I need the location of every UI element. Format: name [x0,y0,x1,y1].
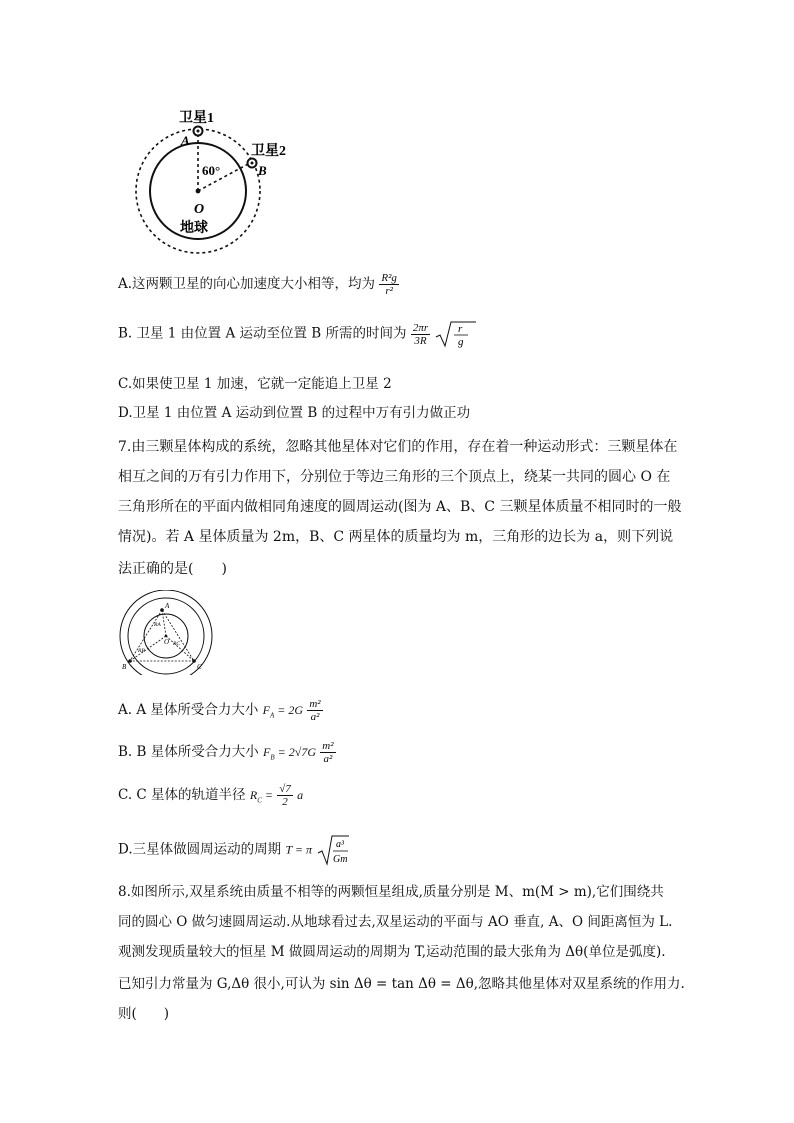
star-c [192,659,196,663]
label-c: C [197,663,202,671]
q6-b-formula: $\frac{2\pi r}{3R}$ [412,321,429,347]
satellite-figure [130,105,300,260]
q7-option-b: B. B 星体所受合力大小 $F_B = 2√7G$ $\frac{\text{m²}}{\text{a²}}$ [118,740,334,765]
q6-a-formula: $\frac{\text{R²g}}{\text{r²}}$ [381,272,397,297]
sat2-label: 卫星2 [251,144,286,159]
label-ra: RA [154,622,161,628]
q7-option-a: A. A 星体所受合力大小 $F_A = 2G$ $\frac{\text{m²}}{\text{a²}}$ [118,698,321,723]
center-o [165,635,168,638]
label-o: O [164,638,170,646]
svg-text:a³: a³ [336,839,345,850]
q6-option-d: D.卫星 1 由位置 A 运动到位置 B 的过程中万有引力做正功 [118,405,471,421]
q6-option-b: B. 卫星 1 由位置 A 运动至位置 B 所需的时间为 $\frac{2\pi r}{3R}$ r g [118,320,478,348]
point-A-label: A [181,133,190,148]
satellite-2-icon [248,159,257,168]
center-label: O [194,202,205,217]
q7-option-c: C. C 星体的轨道半径 $R_C$ = $\frac{√7}{2}$ a [118,783,304,808]
q7-line-1: 7.由三颗星体构成的系统，忽略其他星体对它们的作用，存在着一种运动形式：三颗星体在 [118,439,678,455]
q7-d-sqrt [316,834,350,866]
q7-option-d: D.三星体做圆周运动的周期 T = π a³ Gm [118,834,350,866]
q7-a-formula: $\frac{\text{m²}}{\text{a²}}$ [309,698,321,723]
sat1-label: 卫星1 [179,111,214,126]
q8-line-3: 观测发现质量较大的恒星 M 做圆周运动的周期为 T,运动范围的最大张角为 Δθ(单位是弧度). [118,944,666,960]
earth-label: 地球 [180,221,208,236]
q7-line-4: 情况)。若 A 星体质量为 2m，B、C 两星体的质量均为 m，三角形的边长为 a，则下列说 [118,529,674,545]
q7-c-formula: $\frac{√7}{2}$ [279,783,291,808]
svg-text:r: r [458,323,463,335]
satellite-1-icon [194,127,203,136]
q6-option-a: A.这两颗卫星的向心加速度大小相等，均为 $\frac{\text{R²g}}{\text{r²}}$ [118,272,397,297]
point-B-label: B [258,163,267,178]
star-a [160,608,164,612]
label-rb: RB [138,648,145,654]
q6-b-sqrt [434,320,478,348]
q7-line-5: 法正确的是( ) [118,561,227,577]
q7-b-formula: $\frac{\text{m²}}{\text{a²}}$ [322,740,334,765]
q8-line-4: 已知引力常量为 G,Δθ 很小,可认为 sin Δθ = tan Δθ = Δθ,忽略其他星体对双星系统的作用力. [118,976,685,992]
svg-text:g: g [458,336,464,348]
angle-label: 60° [202,163,221,178]
q6-option-c: C.如果使卫星 1 加速，它就一定能追上卫星 2 [118,376,392,392]
three-star-figure [118,590,218,675]
center-dot [196,189,201,194]
label-a: A [165,602,170,610]
star-b [128,659,132,663]
label-b: B [122,663,127,671]
q7-line-3: 三角形所在的平面内做相同角速度的圆周运动(图为 A、B、C 三颗星体质量不相同时的一般 [118,499,682,515]
q8-line-2: 同的圆心 O 做匀速圆周运动.从地球看过去,双星运动的平面与 AO 垂直, A、O 间距离恒为 L. [118,914,673,930]
q8-line-5: 则( ) [118,1006,170,1022]
q7-line-2: 相互之间的万有引力作用下，分别位于等边三角形的三个顶点上，绕某一共同的圆心 O 在 [118,469,671,485]
q8-line-1: 8.如图所示,双星系统由质量不相等的两颗恒星组成,质量分别是 M、m(M > m),它们围绕共 [118,884,664,900]
svg-text:Gm: Gm [333,854,348,865]
label-rc: RC [173,641,181,647]
